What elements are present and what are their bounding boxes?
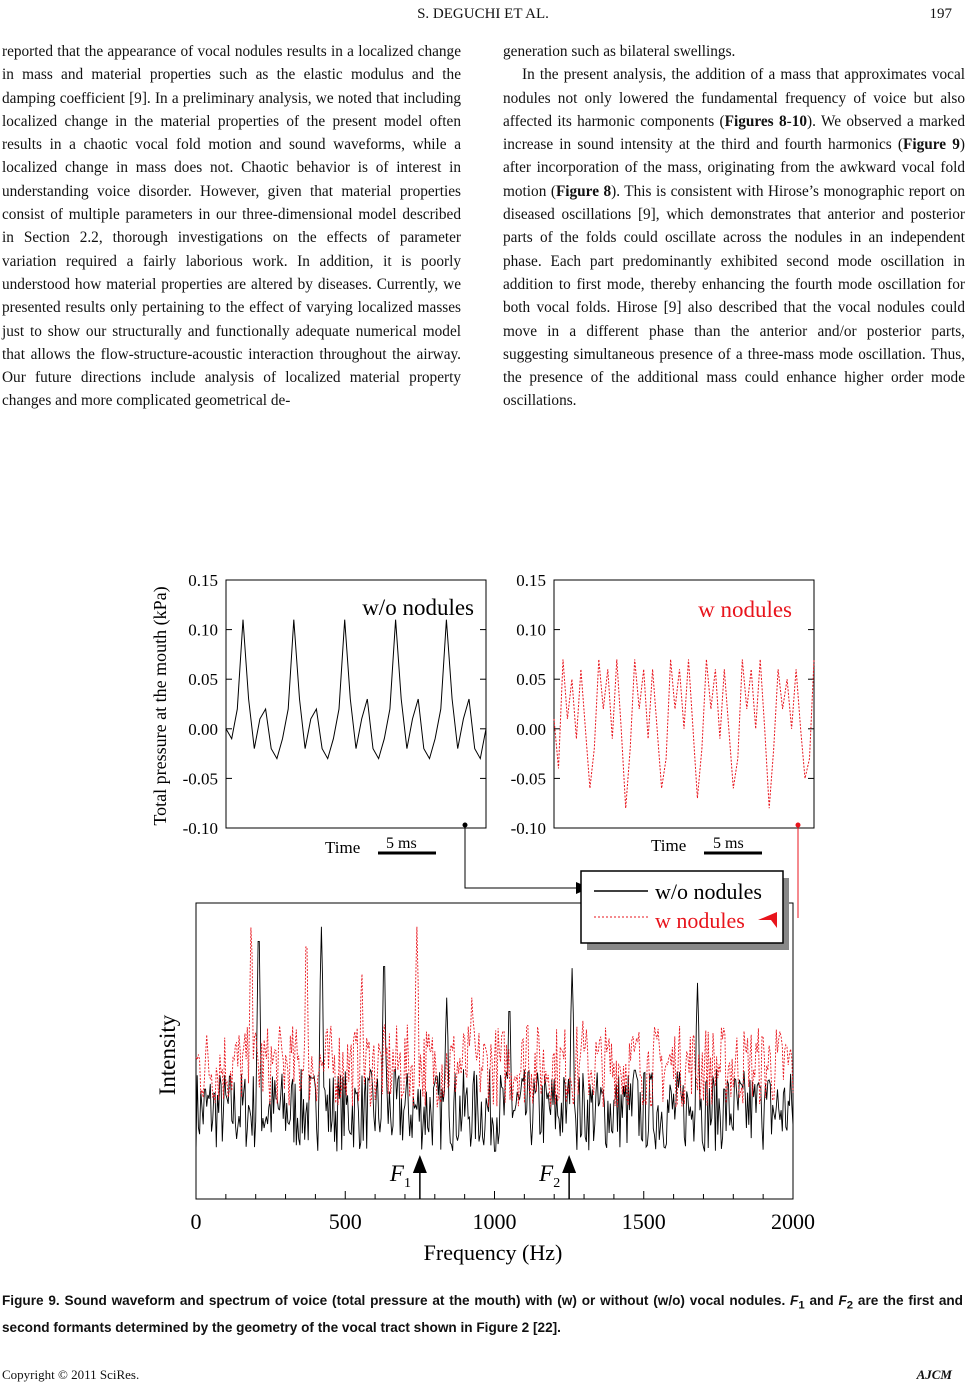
caption-text: Sound waveform and spectrum of voice (total pressure at the mouth) with (w) or without (w/o) vocal nodules. xyxy=(59,1293,791,1308)
y-tick-label: 0.10 xyxy=(188,620,218,640)
figure-caption xyxy=(2,1290,963,1338)
caption-f1: F xyxy=(790,1293,799,1308)
text-run: ). This is consistent with Hirose’s monographic report on diseased oscillations [9], which demonstrates that anterior and posterior parts of the folds could oscillate across the nodules in an independent phase. Each part predominantly exhibited second mode oscillation in addition to first mode, thereby enhancing the fourth mode oscillation for both vocal folds. Hirose [9] also described that the vocal nodules could move in a different phase than the anterior and/or posterior parts, suggesting simultaneous presence of a three-mass mode oscillation. Thus, the presence of the additional mass could enhance higher order mode oscillations. xyxy=(503,182,966,410)
running-title: S. DEGUCHI ET AL. xyxy=(417,6,549,22)
spectrum-line-without-nodules xyxy=(196,927,793,1152)
waveform-line-without-nodules xyxy=(226,620,486,759)
footer-copyright: Copyright © 2011 SciRes. xyxy=(2,1367,140,1382)
page-number: 197 xyxy=(929,6,952,22)
y-tick-label: 0.05 xyxy=(188,670,218,690)
formant-subscript: 2 xyxy=(553,1176,561,1191)
waveform-ylabel: Total pressure at the mouth (kPa) xyxy=(150,586,170,826)
legend-label-with: w nodules xyxy=(655,908,745,933)
formant-label xyxy=(538,1161,560,1191)
spectrum-ylabel: Intensity xyxy=(155,1014,180,1096)
y-tick-label: 0.05 xyxy=(516,670,546,690)
time-label-right: Time xyxy=(651,836,687,855)
waveform-line-with-nodules xyxy=(554,659,814,808)
x-tick-label: 0 xyxy=(190,1209,202,1234)
footer-journal: AJCM xyxy=(916,1367,952,1382)
figure-reference: Figures 8 xyxy=(724,112,787,130)
spectrum-series xyxy=(196,927,793,1152)
panel-right-label: w nodules xyxy=(698,597,792,622)
y-tick-label: 0.10 xyxy=(516,620,546,640)
formant-subscript: 1 xyxy=(403,1176,411,1191)
y-tick-label: 0.00 xyxy=(516,719,546,739)
y-tick-label: 0.00 xyxy=(188,719,218,739)
formant-arrow-head xyxy=(413,1155,427,1173)
panel-left-label: w/o nodules xyxy=(362,595,474,620)
left-paragraph: reported that the appearance of vocal nodules results in a localized change in mass and material properties such as the elastic modulus and the damping coefficient [9]. In a preliminary analysis, we noted that including localized change in the material properties of the present model often results in a chaotic vocal fold motion and sound waveforms, while a localized change in mass does not. Chaotic behavior is of interest in understanding voice disorder. However, given that material properties consist of multiple parameters in our three-dimensional model described in Section 2.2, thorough investigations on the effects of parameter variation required a fairly laborious work. In addition, it is poorly understood how material properties are altered by diseases. Currently, we presented results only pertaining to the effect of varying localized masses just to show our structurally and functionally adequate numerical model that allows the flow-structure-acoustic interaction throughout the airway. Our future directions include analysis of localized material property changes and more complicated geometrical de- xyxy=(2,43,461,410)
y-tick-label: -0.10 xyxy=(510,819,546,838)
text-run: - xyxy=(786,112,792,130)
caption-label: Figure 9. xyxy=(2,1293,60,1308)
caption-text: and xyxy=(804,1293,839,1308)
text-run: ). We observed a marked increase in sound intensity at the third and fourth harmonics ( xyxy=(503,112,965,154)
time-label-left: Time xyxy=(325,838,361,857)
y-tick-label: -0.10 xyxy=(182,819,218,838)
formant-letter: F xyxy=(389,1161,404,1186)
scale-label-right: 5 ms xyxy=(713,835,744,852)
y-tick-label: -0.05 xyxy=(510,769,546,789)
caption-f1-sub: 1 xyxy=(798,1299,805,1312)
waveform-right-series xyxy=(554,659,814,808)
figure-reference: Figure 8 xyxy=(555,182,612,200)
caption-f2-sub: 2 xyxy=(846,1299,854,1312)
formant-markers xyxy=(389,1155,576,1199)
spectrum-axis xyxy=(191,1191,816,1234)
formant-label xyxy=(389,1161,411,1191)
spectrum-line-with-nodules xyxy=(196,927,793,1107)
figure-reference: 10 xyxy=(791,112,808,130)
text-run: In the present analysis, the addition of a mass that approximates vocal nodules not only lowered the fundamental frequency of voice but also affected its harmonic components ( xyxy=(503,66,965,130)
spectrum-xlabel: Frequency (Hz) xyxy=(423,1240,563,1265)
y-tick-label: 0.15 xyxy=(188,571,218,590)
scale-label-left: 5 ms xyxy=(386,835,417,852)
x-tick-label: 1500 xyxy=(621,1209,666,1234)
figure-reference: Figure 9 xyxy=(903,136,960,154)
y-tick-label: 0.15 xyxy=(516,571,546,590)
caption-f2: F xyxy=(838,1293,847,1308)
x-tick-label: 500 xyxy=(328,1209,362,1234)
text-run: ) after incorporation of the mass, originating from the awkward vocal fold motion ( xyxy=(503,136,965,200)
legend-label-without: w/o nodules xyxy=(655,879,762,904)
caption-text: are the first and second formants determined by the geometry of the vocal tract shown in Figure 2 [22]. xyxy=(2,1293,963,1335)
right-paragraph-1: generation such as bilateral swellings. xyxy=(503,43,736,60)
y-tick-label: -0.05 xyxy=(182,769,218,789)
formant-arrow-head xyxy=(562,1155,576,1173)
formant-letter: F xyxy=(539,1161,554,1186)
x-tick-label: 2000 xyxy=(771,1209,815,1234)
waveform-left-series xyxy=(226,620,486,759)
x-tick-label: 1000 xyxy=(472,1209,517,1234)
